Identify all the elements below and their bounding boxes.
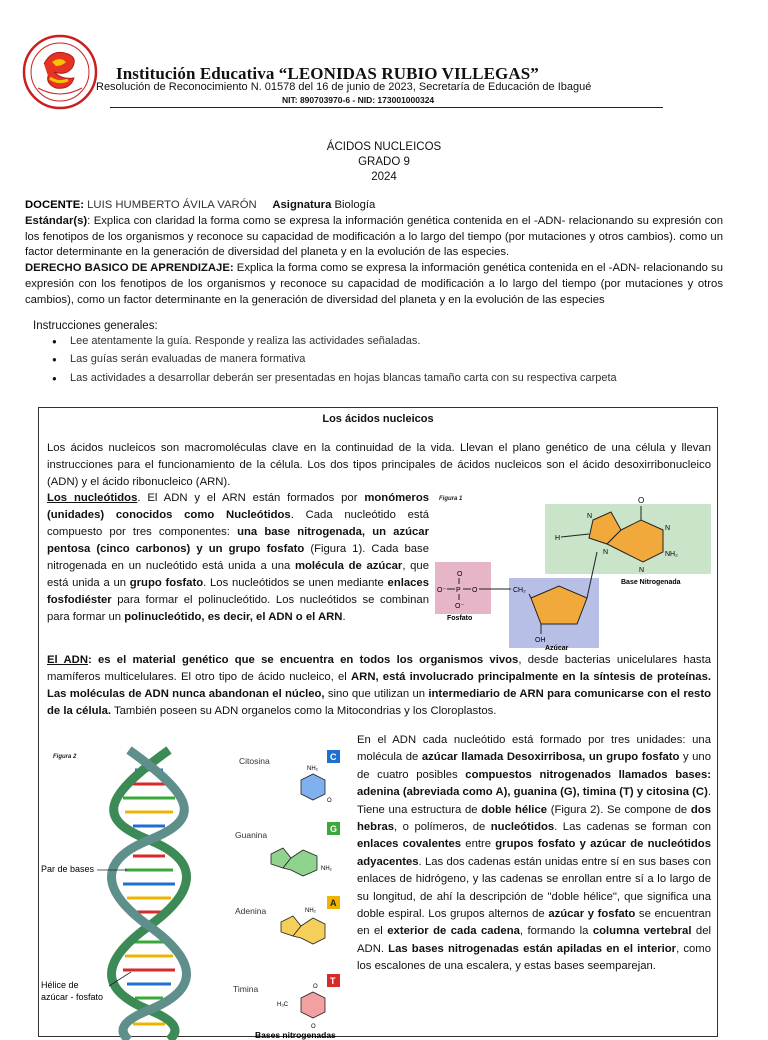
base-name: Timina [233,984,259,994]
list-item: ● Las guías serán evaluadas de manera formativa [52,352,722,367]
atom-label: O [313,984,318,990]
atom-label: O⁻ [437,587,447,594]
guide-subject-title: ÁCIDOS NUCLEICOS [326,141,442,153]
base-pair-label: Par de bases [41,864,95,874]
text-run: monómeros (unidades) conocidos como Nucleótidos [47,492,429,521]
text-run: azúcar y fosfato [548,908,636,921]
teacher-line [25,198,723,214]
text-run: : es el material genético que se encuentra en todos los organismos vivos [87,654,519,666]
list-item: ● Las actividades a desarrollar deberán ser presentadas en hojas blancas tamaño carta con su respectiva carpeta [52,371,722,386]
atom-label: O [638,496,645,505]
teacher-label: DOCENTE: [25,199,84,211]
nucleotides-paragraph [47,490,429,626]
base-name: Guanina [235,830,268,840]
instructions-title [33,318,158,334]
text-run: exterior de cada cadena [387,925,520,938]
standards-label: Estándar(s) [25,214,88,227]
text-run: También poseen su ADN organelos como la Mitocondrias y los Cloroplastos. [111,705,497,717]
nit-line: NIT: 890703970-6 - NID: 173001000324 [282,95,435,105]
double-helix-figure [39,740,351,1040]
intro-paragraph: Los ácidos nucleicos son macromoléculas clave en la continuidad de la vida. Llevan el plano genético de una célula y llevan instrucciones para el funcionamiento de la célula. Los dos tipos principales de ácidos nucleicos son el ácido desoxirribonucleico (ADN) y el ácido ribonucleico (ARN). [47,442,711,488]
text-run: se encuentran en el [357,908,711,938]
atom-label: H₃C [277,1002,289,1008]
dba-paragraph [25,261,723,308]
text-run: enlaces covalentes [357,838,462,851]
dba-label: DERECHO BASICO DE APRENDIZAJE: [25,262,234,275]
text-run: . Cada nucleótido está compuesto por tres componentes: [47,509,429,538]
base-adenina [235,896,340,944]
document-header [0,0,768,112]
base-letter: G [330,824,338,834]
text-run: una base nitrogenada, un azúcar pentosa (cinco carbonos) y un grupo fosfato [47,526,429,555]
teacher-name: LUIS HUMBERTO ÁVILA VARÓN [84,199,257,211]
text-run: doble hélice [481,803,548,816]
text-run: . Las dos cadenas están unidas entre sí en sus bases con enlaces de hidrógeno, y las cadenas se enrollan entre sí a lo largo de su longitud, de ahí la descripción de "doble hélice", que significa una doble espiral. Los grupos alternos de [357,855,711,921]
text-run: . El ADN y el ARN están formados por [137,492,365,504]
resolution-line: Resolución de Reconocimiento N. 01578 del 16 de junio de 2023, Secretaría de Educación de Ibagué [96,81,592,93]
base-letter: T [330,976,336,986]
guide-grade: GRADO 9 [358,156,410,168]
atom-label: O [327,798,332,804]
text-run: ARN, está involucrado principalmente en la síntesis de proteínas. Las moléculas de ADN nunca abandonan el núcleo, [47,671,712,700]
text-run: enlaces fosfodiéster [47,577,430,606]
text-run: del ADN. [357,925,711,955]
text-run: En el ADN cada nucleótido está formado por tres unidades: una molécula de [357,734,711,764]
text-run: (Figura 2). Se compone de [547,803,691,816]
text-run: compuestos nitrogenados llamados bases: adenina (abreviada como A), guanina (G), timina (T) y citosina (C) [357,768,711,799]
nucleotides-heading: Los nucleótidos [47,492,138,504]
instructions-title-text: Instrucciones generales [33,320,155,332]
text-run: (Figura 1). Cada base nitrogenada en un nucleótido está unida a una [47,543,429,572]
instructions-title-colon: : [154,320,158,332]
base-name: Adenina [235,906,267,916]
base-name: Citosina [239,756,270,766]
nucleotide-figure [435,490,715,650]
base-guanina [235,822,340,876]
text-run: , formando la [519,925,593,938]
subject-label: Asignatura [272,199,332,211]
figure2-label: Figura 2 [53,754,77,760]
sugar-label: Azúcar [545,645,569,652]
dna-structure-paragraph [357,732,711,976]
text-run: y uno de cuatro posibles [357,751,711,781]
text-run: grupo fosfato [129,577,204,589]
helix-label-line2: azúcar - fosfato [41,992,104,1002]
atom-label: O [472,587,478,594]
helix-rungs [123,770,175,1024]
atom-label: NH₂ [305,908,316,914]
guide-intro [25,198,723,309]
dna-heading: El ADN [47,654,88,666]
subject-name: Biología [331,199,376,211]
dba-text: Explica la forma como se expresa la información genética contenida en el -ADN- relacionando su expresión con los fenotipos de los organismos y reconoce su capacidad de modificación a lo largo del tiempo (por mutaciones y otros cambios), como un factor determinante en la generación de diversidad del planeta y en la evolución de las especies [25,262,723,306]
text-run: dos hebras [357,803,711,834]
text-run: columna vertebral [592,925,692,938]
nucleic-acids-box [38,407,718,1040]
text-run: . Las cadenas se forman con [554,821,712,834]
phosphate-label: Fosfato [447,615,473,622]
dna-paragraph [47,652,711,720]
text-run: . Tiene una estructura de [357,786,711,816]
text-run: intermediario de ARN para comunicarse con el resto de la célula. [47,688,711,717]
text-run: . Los nucleótidos se unen mediante [203,577,388,589]
header-divider [110,107,663,108]
base-label: Base Nitrogenada [621,579,681,586]
text-run: azúcar llamada Desoxirribosa, un grupo fosfato [421,751,680,764]
base-citosina [239,750,340,804]
text-run: sino que utilizan un [324,688,429,700]
institution-name: Institución Educativa “LEONIDAS RUBIO VILLEGAS” [116,64,539,83]
text-run: , o polímeros, de [394,821,491,834]
text-run: , como los escalones de una escalera, y estas bases seemparejan. [357,942,711,973]
list-item: ● Lee atentamente la guía. Responde y realiza las actividades señaladas. [52,334,722,349]
base-timina [233,974,340,1030]
helix-label-line1: Hélice de [41,980,79,990]
base-letter: A [330,898,337,908]
text-run: , desde bacterias unicelulares hasta mamíferos multicelulares. El otro tipo de ácido nucleico, el [47,654,711,683]
base-letter: C [330,752,337,762]
atom-label: N [639,567,645,574]
atom-label: N [587,513,593,520]
atom-label: N [603,549,609,556]
atom-label: OH [535,637,546,644]
text-run: nucleótidos [490,821,555,834]
text-run: . [342,611,346,623]
school-logo-icon [22,34,98,110]
text-run: , que está unida a un [47,560,429,589]
atom-label: NH₂ [321,866,332,872]
standards-text: : Explica con claridad la forma como se expresa la información genética contenida en el -ADN- relacionando su expresión con los fenotipos de los organismos y reconoce su capacidad de modificación a lo largo del tiempo (por mutaciones y otros cambios). como un factor determinante en la generación de diversidad del planeta y en la evolución de las especies. [25,214,723,259]
atom-label: P [456,587,461,594]
text-run: polinucleótido, es decir, el ADN o el ARN [124,611,343,623]
standards-paragraph [25,214,723,261]
figure1-label: Figura 1 [439,496,463,502]
atom-label: O⁻ [455,603,465,610]
atom-label: NH₂ [307,766,318,772]
bases-caption: Bases nitrogenadas [255,1030,336,1040]
atom-label: O [311,1024,316,1030]
text-run: grupos fosfato y azúcar de nucleótidos adyacentes [357,838,711,868]
text-run: para formar el polinucleótido. Los nucleótidos se combinan para formar un [47,594,429,623]
atom-label: NH₂ [665,551,678,558]
atom-label: O [457,571,463,578]
atom-label: H [555,535,561,542]
guide-year: 2024 [371,171,397,183]
guide-titles [0,140,768,185]
text-run: Las bases nitrogenadas están apiladas en el interior [388,942,677,955]
atom-label: CH₂ [513,587,526,594]
text-run: molécula de azúcar [294,560,403,572]
instructions-list [52,334,722,389]
box-title: Los ácidos nucleicos [322,413,434,425]
atom-label: N [665,525,671,532]
text-run: entre [461,838,496,851]
